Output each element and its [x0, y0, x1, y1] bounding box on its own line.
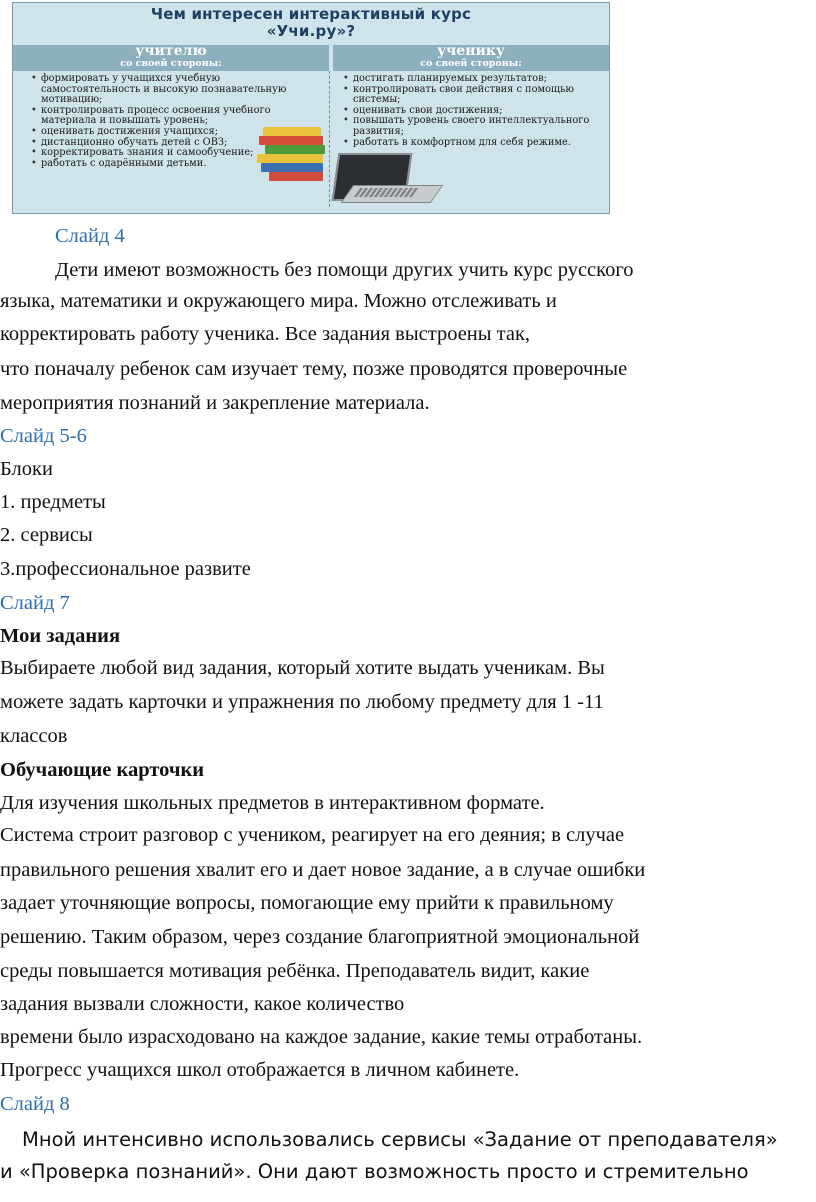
- paragraph-line: времени было израсходовано на каждое задание, какие темы отработаны.: [0, 1026, 643, 1048]
- paragraph-line: корректировать работу ученика. Все задания выстроены так,: [0, 323, 531, 345]
- slide4-label: Слайд 4: [55, 225, 125, 247]
- student-subheading: со своей стороны:: [420, 58, 522, 69]
- paragraph-line: языка, математики и окружающего мира. Можно отслеживать и: [0, 290, 557, 312]
- paragraph-line: задает уточняющие вопросы, помогающие ему прийти к правильному: [0, 892, 614, 914]
- slide56-label: Слайд 5-6: [0, 425, 87, 447]
- student-point: • достигать планируемых результатов;: [341, 74, 603, 85]
- paragraph-line: Для изучения школьных предметов в интерактивном формате.: [0, 792, 545, 814]
- cards-heading: Обучающие карточки: [0, 759, 205, 781]
- block-item: 3.профессиональное развите: [0, 558, 251, 580]
- teacher-heading: учителю: [135, 43, 207, 59]
- my-tasks-heading: Мои задания: [0, 625, 121, 647]
- student-point: • контролировать свои действия с помощью системы;: [341, 85, 603, 106]
- teacher-point: • дистанционно обучать детей с ОВЗ;: [29, 138, 291, 149]
- student-point: • оценивать свои достижения;: [341, 106, 603, 117]
- paragraph-line: мероприятия познаний и закрепление материала.: [0, 392, 430, 414]
- paragraph-line: и «Проверка познаний». Они дают возможность просто и стремительно: [0, 1160, 749, 1183]
- paragraph-line: Прогресс учащихся школ отображается в личном кабинете.: [0, 1059, 520, 1081]
- paragraph-line: классов: [0, 725, 68, 747]
- teacher-point: • контролировать процесс освоения учебного материала и повышать уровень;: [29, 106, 291, 127]
- student-point: • повышать уровень своего интеллектуального развития;: [341, 116, 603, 137]
- teacher-point: • формировать у учащихся учебную самостоятельность и высокую познавательную мотивацию;: [29, 74, 291, 106]
- block-item: 1. предметы: [0, 491, 106, 513]
- paragraph-line: среды повышается мотивация ребёнка. Преподаватель видит, какие: [0, 960, 590, 982]
- paragraph-line: Мной интенсивно использовались сервисы «Задание от преподавателя»: [22, 1128, 778, 1151]
- block-item: 2. сервисы: [0, 524, 93, 546]
- paragraph-line: можете задать карточки и упражнения по любому предмету для 1 -11: [0, 691, 604, 713]
- student-heading: ученику: [437, 43, 505, 59]
- slide7-label: Слайд 7: [0, 592, 70, 614]
- student-point: • работать в комфортном для себя режиме.: [341, 138, 603, 149]
- teacher-subheading: со своей стороны:: [120, 58, 222, 69]
- teacher-point: • оценивать достижения учащихся;: [29, 127, 291, 138]
- paragraph-line: Система строит разговор с учеником, реагирует на его деяния; в случае: [0, 824, 625, 846]
- paragraph-line: Дети имеют возможность без помощи других учить курс русского: [55, 259, 634, 281]
- paragraph-line: задания вызвали сложности, какое количество: [0, 993, 405, 1015]
- slide8-label: Слайд 8: [0, 1093, 70, 1115]
- paragraph-line: Выбираете любой вид задания, который хотите выдать ученикам. Вы: [0, 657, 605, 679]
- teacher-point: • корректировать знания и самообучение;: [29, 148, 291, 159]
- blocks-title: Блоки: [0, 458, 53, 480]
- teacher-point: • работать с одарёнными детьми.: [29, 159, 291, 170]
- paragraph-line: решению. Таким образом, через создание благоприятной эмоциональной: [0, 926, 640, 948]
- slide-title-line-1: Чем интересен интерактивный курс: [150, 5, 472, 23]
- paragraph-line: что поначалу ребенок сам изучает тему, позже проводятся проверочные: [0, 358, 628, 380]
- paragraph-line: правильного решения хвалит его и дает новое задание, а в случае ошибки: [0, 859, 646, 881]
- slide-title-line-2: «Учи.ру»?: [266, 22, 356, 40]
